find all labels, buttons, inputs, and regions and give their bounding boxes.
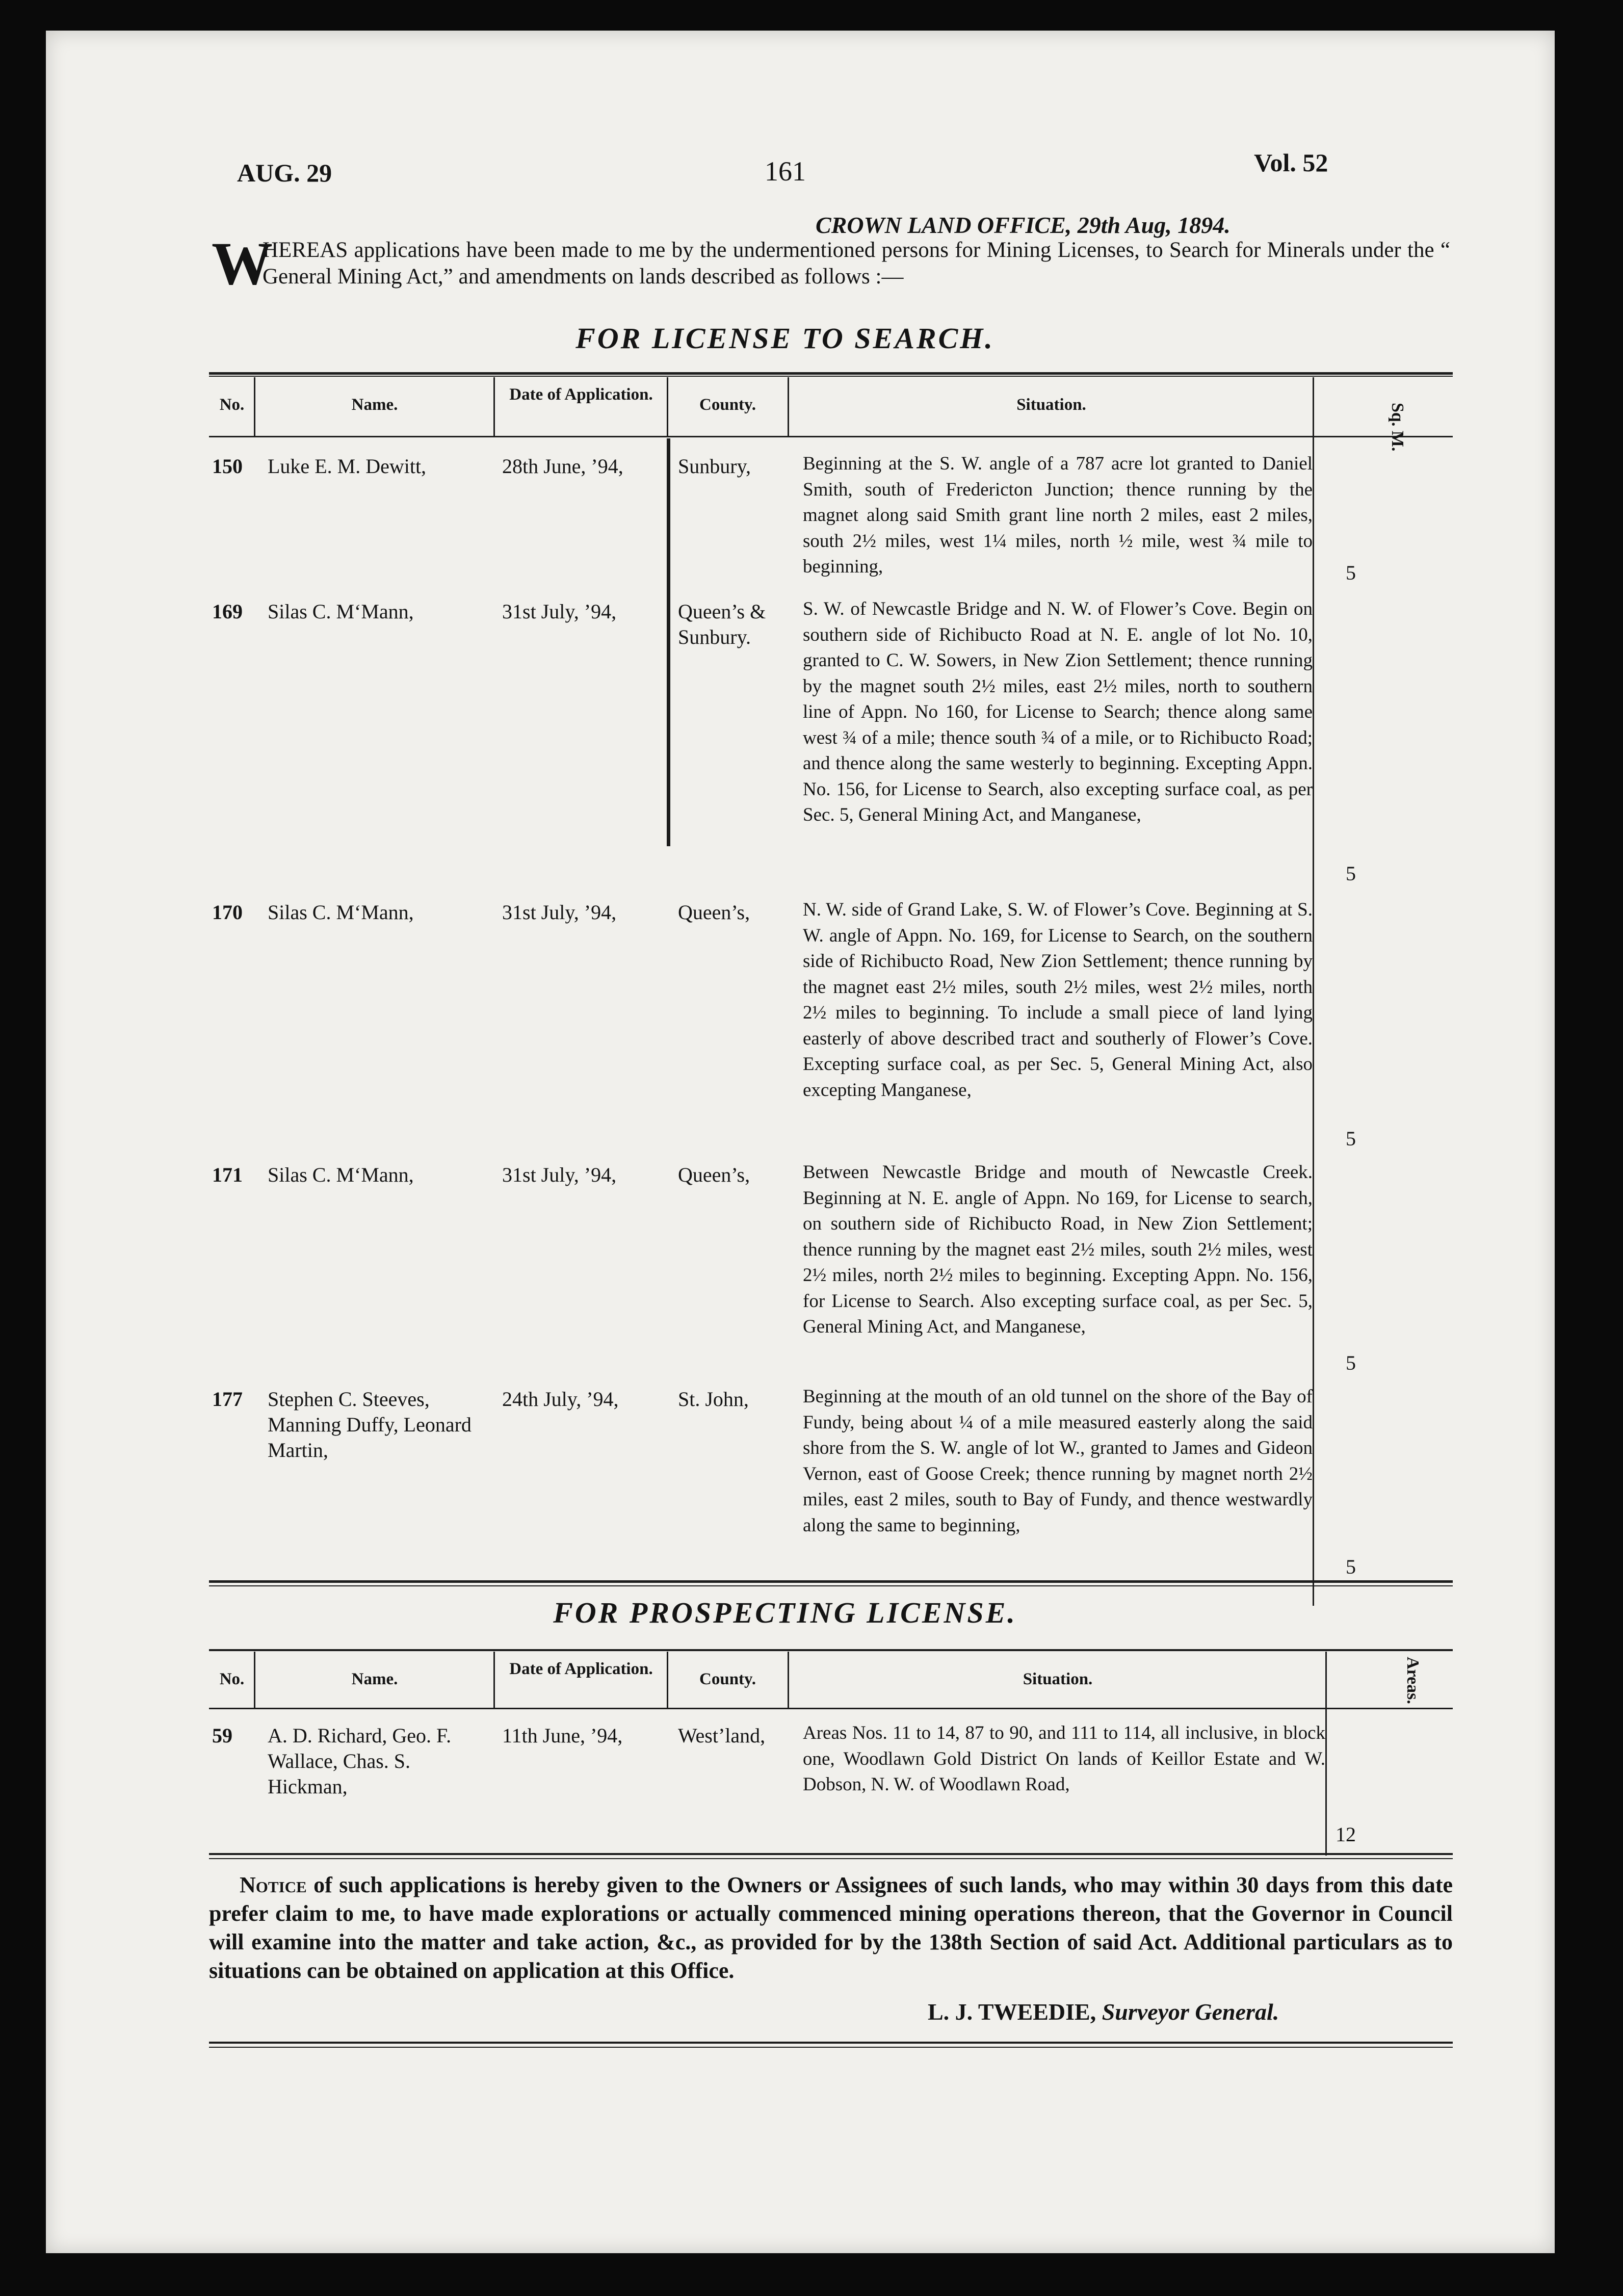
table-bottom-rule-thin	[209, 1585, 1453, 1586]
row-150-date: 28th June, ’94,	[502, 455, 623, 478]
gazette-page	[46, 31, 1555, 2253]
search-section-title: FOR LICENSE TO SEARCH.	[575, 322, 994, 355]
table2-header-rule	[209, 1708, 1453, 1709]
volume-number: Vol. 52	[1254, 148, 1328, 177]
row-170-name: Silas C. M‘Mann,	[268, 901, 414, 924]
col2-header-no: No.	[219, 1670, 245, 1688]
row-171-area: 5	[1346, 1351, 1356, 1374]
row-170-situation: N. W. side of Grand Lake, S. W. of Flower’s Cove. Beginning at S. W. angle of Appn. No. 169, for License to Search, on the southern side of Richibucto Road, New Zion Settlement; thence running by the magnet east 2½ miles, south 2½ miles, west 2½ miles, north 2½ miles to beginning. To include a small piece of land lying easterly of above described tract and southerly of Flower’s Cove. Excepting surface coal, as per Sec. 5, General Mining Act, also excepting Manganese,	[803, 899, 1313, 1101]
row-59-no: 59	[212, 1724, 232, 1747]
row-169-situation: S. W. of Newcastle Bridge and N. W. of Flower’s Cove. Begin on southern side of Richibucto Road at N. E. angle of lot No. 10, granted to C. W. Sowers, in New Zion Settlement; thence running by the magnet south 2½ miles, east 2½ miles, north to southern line of Appn. No 160, for License to Search; thence along same west ¾ of a mile; thence south ¾ of a mile, or to Richibucto Road; and thence along the same westerly to beginning. Excepting Appn. No. 156, for License to Search, also excepting surface coal, as per Sec. 5, General Mining Act, and Manganese,	[803, 598, 1313, 825]
col2-header-name: Name.	[351, 1670, 398, 1688]
col2-header-area: Areas.	[1403, 1657, 1422, 1704]
row-150-area: 5	[1346, 561, 1356, 584]
row-177-area: 5	[1346, 1555, 1356, 1578]
issue-date: AUG. 29	[237, 159, 332, 187]
signature-name: L. J. TWEEDIE,	[928, 1999, 1096, 2025]
table-top-rule-thin	[209, 376, 1453, 377]
row-170-county: Queen’s,	[678, 901, 750, 924]
row-59-county: West’land,	[678, 1724, 766, 1747]
page-number: 161	[765, 156, 806, 187]
row-170-no: 170	[212, 901, 243, 924]
row-59-area: 12	[1336, 1823, 1356, 1846]
row-177-name: Stephen C. Steeves, Manning Duffy, Leonard Martin,	[268, 1388, 472, 1462]
row-59-name: A. D. Richard, Geo. F. Wallace, Chas. S. Hickman,	[268, 1724, 452, 1798]
table-top-rule	[209, 372, 1453, 375]
drop-cap: W	[212, 229, 273, 297]
row-169-county: Queen’s & Sunbury.	[678, 600, 766, 648]
row-59-situation: Areas Nos. 11 to 14, 87 to 90, and 111 to 114, all inclusive, in block one, Woodlawn Gold District On lands of Keillor Estate and W. Dobson, N. W. of Woodlawn Road,	[803, 1723, 1325, 1795]
col2-header-date: Date of Application.	[509, 1660, 653, 1678]
row-177-date: 24th July, ’94,	[502, 1388, 619, 1411]
row-150-no: 150	[212, 455, 243, 478]
col-divider-area	[1313, 377, 1314, 1606]
row-169-name: Silas C. M‘Mann,	[268, 600, 414, 623]
col-divider-area	[1325, 1652, 1327, 1856]
col-header-area: Sq. M.	[1388, 403, 1407, 452]
page-bottom-rule	[209, 2042, 1453, 2044]
col-header-county: County.	[699, 396, 756, 414]
row-171-situation: Between Newcastle Bridge and mouth of Newcastle Creek. Beginning at N. E. angle of Appn. No 169, for License to search, on southern side of Richibucto Road, in New Zion Settlement; thence running by the magnet east 2½ miles, south 2½ miles, west 2½ miles, north 2½ miles to beginning. Excepting Appn. No. 156, for License to Search. Also excepting surface coal, as per Sec. 5, General Mining Act, and Manganese,	[803, 1162, 1313, 1337]
table-bottom-rule	[209, 1580, 1453, 1583]
row-171-county: Queen’s,	[678, 1163, 750, 1186]
col2-header-situation: Situation.	[1023, 1670, 1093, 1688]
notice-text: of such applications is hereby given to the Owners or Assignees of such lands, who may within 30 days from this date prefer claim to me, to have made explorations or actually commenced mining operations thereon, that the Governor in Council will examine into the matter and take action, &c., as provided for by the 138th Section of said Act. Additional particulars as to situations can be obtained on application at this Office.	[209, 1872, 1453, 1983]
col-header-situation: Situation.	[1016, 396, 1086, 414]
row-169-area: 5	[1346, 862, 1356, 885]
col2-header-county: County.	[699, 1670, 756, 1688]
row-171-no: 171	[212, 1163, 243, 1186]
row-170-area: 5	[1346, 1127, 1356, 1150]
signature-title: Surveyor General.	[1102, 1999, 1279, 2025]
dateline: CROWN LAND OFFICE, 29th Aug, 1894.	[816, 212, 1231, 238]
row-150-name: Luke E. M. Dewitt,	[268, 455, 427, 478]
table2-top-rule	[209, 1649, 1453, 1651]
county-margin-rule	[667, 438, 670, 846]
row-169-no: 169	[212, 600, 243, 623]
table2-bottom-rule	[209, 1853, 1453, 1855]
prospecting-section-title: FOR PROSPECTING LICENSE.	[553, 1596, 1017, 1629]
signature	[928, 1998, 1279, 2025]
col-divider	[788, 1652, 789, 1709]
col-header-date: Date of Application.	[509, 385, 653, 404]
notice-paragraph	[209, 1871, 1453, 1985]
row-59-date: 11th June, ’94,	[502, 1724, 623, 1747]
row-150-county: Sunbury,	[678, 455, 751, 478]
col-header-no: No.	[219, 396, 245, 414]
row-169-date: 31st July, ’94,	[502, 600, 617, 623]
row-171-name: Silas C. M‘Mann,	[268, 1163, 414, 1186]
row-150-situation: Beginning at the S. W. angle of a 787 acre lot granted to Daniel Smith, south of Fredericton Junction; thence running by the magnet along said Smith grant line north 2 miles, east 2 miles, south 2½ miles, west 1¼ miles, north ½ mile, west ¾ mile to beginning,	[803, 453, 1313, 577]
row-171-date: 31st July, ’94,	[502, 1163, 617, 1186]
table-header-rule	[209, 436, 1453, 437]
page-bottom-rule-thin	[209, 2047, 1453, 2048]
col-divider	[788, 377, 789, 437]
row-177-no: 177	[212, 1388, 243, 1411]
row-170-date: 31st July, ’94,	[502, 901, 617, 924]
intro-text: HEREAS applications have been made to me by the undermentioned persons for Mining Licenses, to Search for Minerals under the “ General Mining Act,” and amendments on lands described as follows :—	[263, 238, 1450, 289]
row-177-county: St. John,	[678, 1388, 749, 1411]
row-177-situation: Beginning at the mouth of an old tunnel on the shore of the Bay of Fundy, being about ¼ of a mile measured easterly along the said shore from the S. W. angle of lot W., granted to James and Gideon Vernon, east of Goose Creek; thence running by magnet north 2½ miles, east 2 miles, south to Bay of Fundy, and thence westwardly along the same to beginning,	[803, 1386, 1313, 1536]
notice-lead: Notice	[240, 1872, 307, 1897]
table2-bottom-rule-thin	[209, 1858, 1453, 1859]
col-header-name: Name.	[351, 396, 398, 414]
